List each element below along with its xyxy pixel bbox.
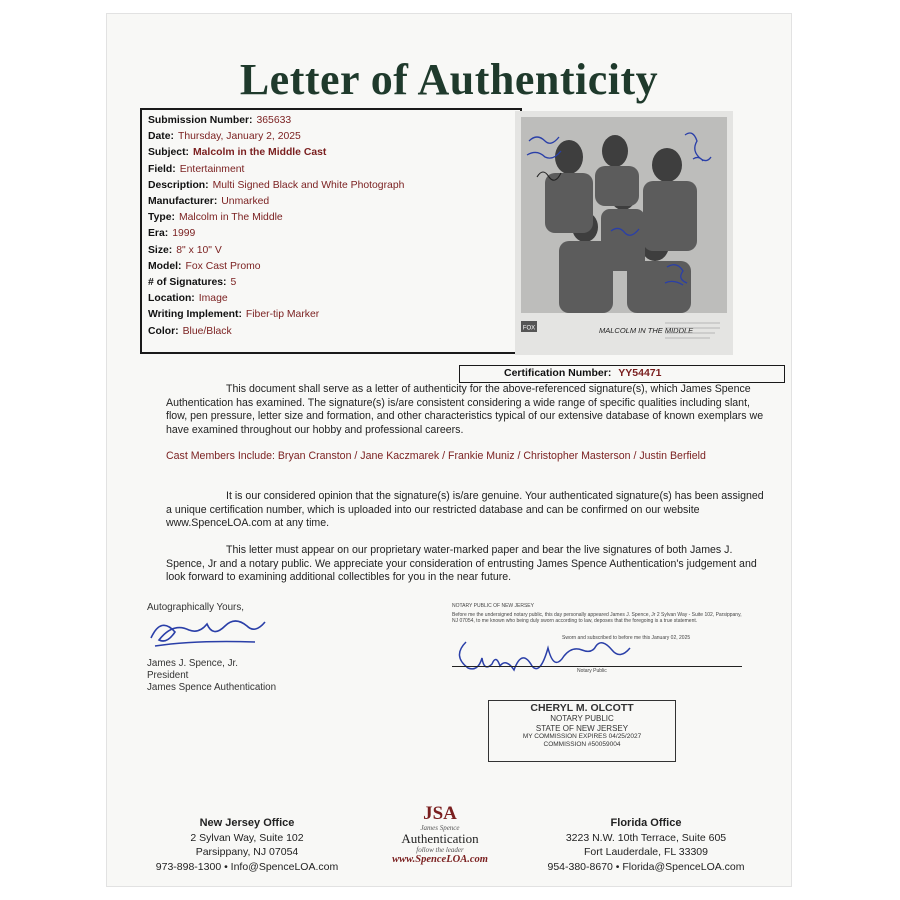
certification-value: YY54471 [618,367,662,379]
detail-row: Location: Image [148,293,228,305]
jsa-authentication: Authentication [401,831,479,846]
notary-sworn: Sworn and subscribed to before me this January 02, 2025 [562,635,691,641]
jsa-tagline: follow the leader [416,846,464,854]
stamp-line3: MY COMMISSION EXPIRES 04/25/2027 [522,733,642,740]
detail-row: Writing Implement: Fiber-tip Marker [148,309,320,321]
signed-photograph [515,111,733,355]
notary-header: NOTARY PUBLIC OF NEW JERSEY [452,603,534,609]
notary-body: Before me the undersigned notary public, this day personally appeared James J. Spence, Jr 2 Sylvan Way - Suite 102, Parsippany, NJ 07054, to me known who being duly sworn according to law, deposes that the foregoing is a true statement. [452,612,742,624]
cast-members: Cast Members Include: Bryan Cranston / Jane Kaczmarek / Frankie Muniz / Christopher Masterson / Justin Berfield [166,450,706,462]
jsa-letters: JSA [423,803,457,824]
detail-row: # of Signatures: 5 [148,277,237,289]
detail-row: Size: 8" x 10" V [148,244,222,256]
paragraph-3: This letter must appear on our proprietary water-marked paper and bear the live signatures of both James J. Spence, Jr and a notary public. We appreciate your consideration of entrusting James Spence Authentication's judgement and look forward to examining additional collectibles for you in the near future. [166,544,757,584]
photo-caption: MALCOLM IN THE MIDDLE [599,326,694,335]
detail-row: Manufacturer: Unmarked [148,196,270,208]
jsa-script: James Spence [420,824,460,832]
closing: Autographically Yours, [147,602,244,613]
signer-name: James J. Spence, Jr. [147,658,238,669]
certification-number-box [459,365,785,383]
signer-company: James Spence Authentication [147,682,277,693]
certification-label: Certification Number: [504,367,612,379]
paragraph-2: It is our considered opinion that the signature(s) is/are genuine. Your authenticated signature(s) has been assigned a unique certification number, which is uploaded into our restricted database and can be confirmed on our website www.SpenceLOA.com at any time. [166,490,764,530]
letter-page [107,14,791,886]
notary-label: Notary Public [577,668,607,674]
signer-role: President [147,670,189,681]
jsa-logo [365,804,515,876]
detail-row: Description: Multi Signed Black and White Photograph [148,179,405,191]
jsa-website: www.SpenceLOA.com [392,854,488,865]
spence-signature-icon [145,612,275,654]
detail-row: Type: Malcolm in The Middle [148,212,283,224]
detail-row: Subject: Malcolm in the Middle Cast [148,147,327,159]
stamp-line4: COMMISSION #50059004 [543,741,621,748]
detail-row: Era: 1999 [148,228,196,240]
notary-signature-line [452,666,742,667]
paragraph-1: This document shall serve as a letter of authenticity for the above-referenced signature(s), which James Spence Authentication has examined. The signature(s) is/are consistent considering a wide range of specific qualities including slant, flow, pen pressure, letter size and formation, and other characteristics typical of our extensive database of known exemplars we have examined throughout our hobby and professional careers. [166,383,764,436]
detail-row: Field: Entertainment [148,163,245,175]
notary-signature-icon [452,632,692,676]
photo-network-logo: FOX [522,325,536,332]
detail-row: Model: Fox Cast Promo [148,260,261,272]
notary-stamp [488,700,676,762]
details-box [140,108,522,354]
detail-row: Submission Number: 365633 [148,115,292,126]
fl-office: Florida Office 3223 N.W. 10th Terrace, Suite 605 Fort Lauderdale, FL 33309 954-380-8670 • Florida@SpenceLOA.com [547,817,745,873]
photo-illustration [515,111,733,355]
stamp-line2: STATE OF NEW JERSEY [535,723,629,733]
detail-row: Color: Blue/Black [148,325,232,337]
page-title: Letter of Authenticity [239,55,659,104]
stamp-name: CHERYL M. OLCOTT [530,702,634,714]
stamp-line1: NOTARY PUBLIC [550,714,614,723]
detail-row: Date: Thursday, January 2, 2025 [148,131,301,143]
nj-office: New Jersey Office 2 Sylvan Way, Suite 102 Parsippany, NJ 07054 973-898-1300 • Info@SpenceLOA.com [155,817,339,873]
